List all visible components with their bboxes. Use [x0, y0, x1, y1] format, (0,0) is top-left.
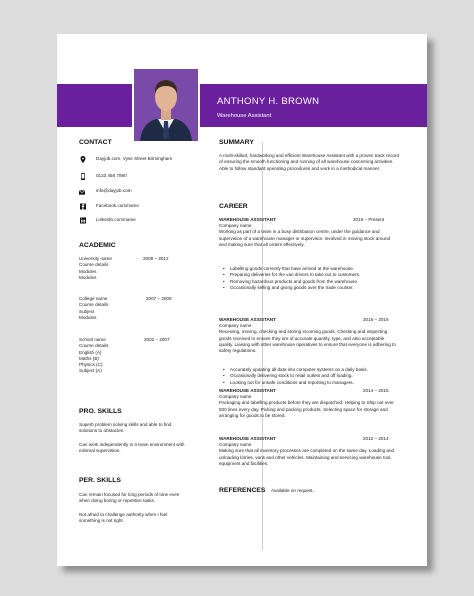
skill-item: Can work independently in a team environment with minimal supervision. [79, 442, 185, 454]
summary-heading: SUMMARY [219, 139, 254, 146]
contact-heading: CONTACT [79, 139, 112, 146]
person-photo-icon [134, 69, 198, 141]
job-description: Making sure that all inventory processes are completed on the same day. Loading and unloading lorries, vans and other vehicles. Maintaining and servicing warehouse tool, equipment and facilities. [219, 448, 395, 466]
pro-skills-heading: PRO. SKILLS [79, 408, 122, 415]
job-bullet: • Looking out for unsafe conditions and reporting to managers. [222, 380, 398, 386]
job-title: WAREHOUSE ASSISTANT [219, 317, 276, 322]
phone-icon [80, 173, 86, 180]
job-dates: 2012 – 2014 [363, 436, 389, 441]
job-body [219, 394, 399, 419]
academic-dates: 2009 – 2012 [143, 256, 169, 261]
job-title: WAREHOUSE ASSISTANT [219, 217, 276, 222]
job-bullet: • Preparing deliveries for the van drivers to take out to customers. [222, 272, 398, 278]
candidate-role: Warehouse Assistant [217, 113, 272, 119]
academic-line: Course details [79, 262, 109, 268]
contact-facebook[interactable]: Facebook.com/name [96, 203, 139, 208]
institution-name: University name [79, 256, 112, 261]
academic-line: Modules [79, 274, 97, 280]
job-title: WAREHOUSE ASSISTANT [219, 436, 276, 441]
contact-address: Dayjob.com, Vyse Street Birmingham [96, 156, 173, 161]
academic-line: Subject (A) [79, 368, 102, 374]
skill-item: Superb problem solving skills and able to find solutions to obstacles. [79, 422, 172, 434]
job-body [219, 442, 399, 467]
skill-item: Can remain focused for long periods of time even when doing boring or repetitive tasks. [79, 492, 180, 504]
summary-text: A multi-skilled, hardworking and efficient Warehouse Assistant with a proven track record of ensuring the smooth functioning and running of all warehouse concerning activities. Able to follow standard operating procedures and work in a methodical manner. [219, 153, 400, 171]
facebook-icon [80, 203, 86, 210]
references-text: Available on request. [271, 488, 314, 493]
academic-line: Subject [79, 308, 95, 314]
job-bullet: • Removing hazardous products and goods from the warehouse. [222, 279, 398, 285]
academic-line: English (A) [79, 349, 102, 355]
job-dates: 2015 – 2016 [363, 317, 389, 322]
job-bullet: • Accurately updating all data into computer systems on a daily basis. [222, 367, 398, 373]
company-name: Company name [219, 442, 252, 447]
linkedin-icon [80, 217, 86, 224]
skill-item: Not afraid to challenge authority when I feel something is not right. [79, 512, 168, 524]
contact-email[interactable]: info@dayjob.com [96, 188, 132, 193]
academic-line: Modules [79, 314, 97, 320]
company-name: Company name [219, 323, 252, 328]
academic-dates: 2002 – 2007 [144, 337, 170, 342]
job-dates: 2016 – Present [353, 217, 385, 222]
job-bullets [222, 266, 398, 291]
academic-dates: 2007 – 2009 [146, 296, 172, 301]
email-icon [79, 189, 85, 196]
company-name: Company name [219, 223, 252, 228]
academic-line: Course details [79, 343, 109, 349]
job-dates: 2014 – 2015 [363, 388, 389, 393]
academic-entry [79, 337, 108, 375]
resume-page [57, 34, 427, 566]
career-heading: CAREER [219, 203, 248, 210]
contact-phone[interactable]: 0123 456 7890 [96, 173, 127, 178]
institution-name: College name [79, 296, 108, 301]
job-title: WAREHOUSE ASSISTANT [219, 388, 276, 393]
job-bullet: • Occasionally delivering stock to retail outlets and off loading. [222, 373, 398, 379]
academic-line: Course details [79, 302, 109, 308]
academic-heading: ACADEMIC [79, 242, 116, 249]
academic-line: Maths (B) [79, 355, 99, 361]
job-description: Working as part of a team in a busy distribution centre, under the guidance and supervision of a warehouse manager or supervisor. Involved in moving stock around and making sure that all orders effectively. [219, 229, 391, 247]
company-name: Company name [219, 394, 252, 399]
job-body [219, 323, 399, 354]
academic-entry [79, 256, 112, 281]
job-body [219, 223, 399, 248]
institution-name: School name [79, 337, 106, 342]
job-bullet: • Labelling goods correctly that have arrived at the warehouse. [222, 266, 398, 272]
contact-linkedin[interactable]: Linkedin.com/name [96, 217, 136, 222]
location-icon [80, 156, 86, 163]
per-skills-heading: PER. SKILLS [79, 477, 121, 484]
job-description: Packaging and labelling products before they are dispatched. Helping to Ship out over 500 lines every day. Picking and packing products. Selecting space for storage and arranging for goods to be stored. [219, 400, 394, 418]
academic-entry [79, 296, 108, 321]
job-description: Receiving, moving, checking and storing incoming goods. Checking and inspecting goods received to ensure they are of accurate quantity, type, and also acceptable quality. Liaising with other warehouse operatives to ensure that everyone is adhering to safety regulations. [219, 329, 396, 354]
academic-line: Physics (C) [79, 362, 103, 368]
job-bullet: • Occasionally selling and giving goods over the trade counter. [222, 285, 398, 291]
candidate-name: ANTHONY H. BROWN [217, 96, 320, 107]
job-bullets [222, 367, 398, 386]
references-heading: REFERENCES [219, 487, 266, 494]
profile-photo [132, 67, 200, 143]
academic-line: Modules [79, 268, 97, 274]
